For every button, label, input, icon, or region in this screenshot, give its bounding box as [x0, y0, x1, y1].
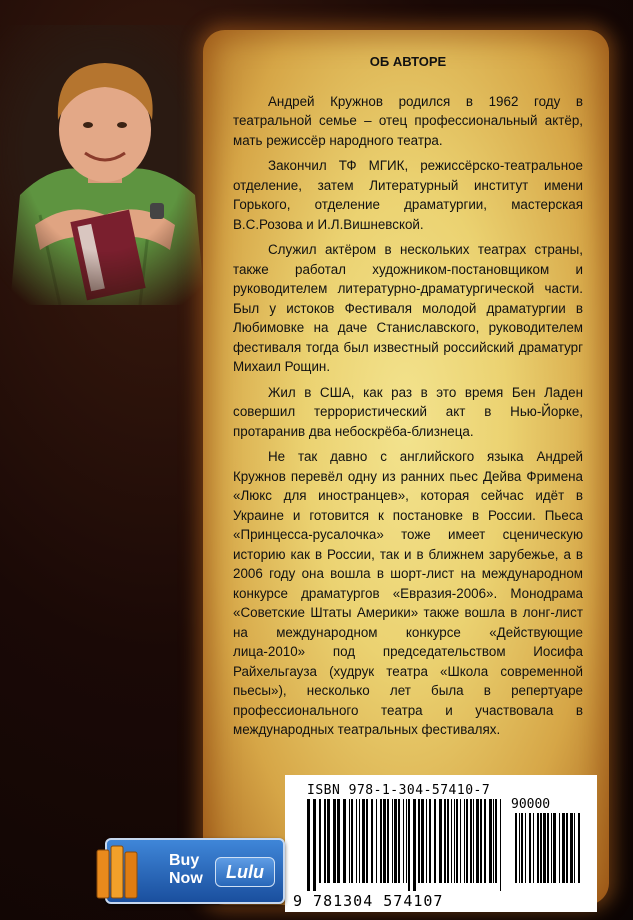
barcode-bar [460, 799, 461, 883]
barcode-bar [566, 813, 568, 883]
barcode-bar [394, 799, 397, 883]
barcode-bar [406, 799, 407, 883]
barcode-bar [327, 799, 330, 883]
barcode-bar [480, 799, 482, 883]
barcode-bar [387, 799, 389, 883]
barcode-bar [349, 799, 350, 883]
barcode-bar [570, 813, 573, 883]
about-author-text [233, 52, 583, 746]
bio-paragraph: Не так давно с английского языка Андрей Кружнов перевёл одну из ранних пьес Дейва Фримена «Люкс для иностранцев», которая сейчас идёт в Украине и готовится к постановке в России. Пьеса «Принцесса-русалочка» тоже имеет сценическую историю как в России, так и в ближнем зарубежье, а в 2006 году она вошла в шорт-лист на международном конкурсе драматургов «Евразия-2006». Монодрама «Советские Штаты Америки» также вошла в лонг-лист на международном конкурсе «Действующие лица-2010» под председательством Иосифа Райхельгауза (худрук театра «Школа современной пьесы»), несколько лет была в репертуаре профессионального театра и участвовала в международных театральных фестивалях. [233, 449, 583, 737]
barcode-bar [456, 799, 458, 883]
barcode-bar [470, 799, 472, 883]
barcode-bar [500, 799, 501, 891]
isbn-number: ISBN 978-1-304-57410-7 [307, 783, 491, 798]
bio-paragraph: Служил актёром в нескольких театрах страны, также работал художником-постановщиком и руководителем литературно-драматургической части. Был у истоков Фестиваля молодой драматургии в Любимовке на даче Станиславского, руководителем фестиваля тогда был известный российский драматург Михаил Рощин. [233, 242, 583, 374]
barcode-bar [408, 799, 410, 891]
barcode-bar [521, 813, 523, 883]
buy-now-lulu-button[interactable] [105, 838, 285, 904]
barcode-bar [362, 799, 365, 883]
bio-paragraph: Закончил ТФ МГИК, режиссёрско-театральное отделение, затем Литературный институт имени Горького, отделение драматургии, мастерская В.С.Розова и И.Л.Вишневской. [233, 158, 583, 232]
barcode-bar [319, 799, 321, 883]
barcode-bar [447, 799, 449, 883]
barcode-bar [421, 799, 424, 883]
barcode-bar [392, 799, 393, 883]
barcode-bar [473, 799, 474, 883]
barcode-bar [578, 813, 580, 883]
barcode-bar [537, 813, 539, 883]
barcode-bar [324, 799, 326, 883]
barcode-bar [371, 799, 373, 883]
barcode-bar [525, 813, 526, 883]
bio-paragraph: Жил в США, как раз в это время Бен Ладен совершил террористический акт в Нью-Йорке, протаранив два небоскрёба-близнеца. [233, 384, 583, 439]
barcode-bar [356, 799, 357, 883]
barcode-bar [307, 799, 310, 891]
barcode-bar [533, 813, 534, 883]
books-icon [93, 844, 153, 902]
barcode-bar [429, 799, 431, 883]
bio-paragraph: Андрей Кружнов родился в 1962 году в театральной семье – отец профессиональный актёр, мать режиссёр народного театра. [233, 93, 583, 148]
price-code: 90000 [511, 797, 551, 812]
barcode-bar [403, 799, 404, 883]
barcode-bar [466, 799, 468, 883]
barcode-bar [418, 799, 420, 883]
barcode-bar [529, 813, 531, 883]
lulu-logo: Lulu [215, 857, 275, 887]
barcode-bar [444, 799, 446, 883]
barcode-bar [476, 799, 479, 883]
barcode-bar [519, 813, 520, 883]
barcode-bars [305, 799, 505, 891]
barcode-bar [383, 799, 386, 883]
about-heading: ОБ АВТОРЕ [369, 54, 447, 69]
barcode-bar [451, 799, 452, 883]
barcode-bar [551, 813, 552, 883]
barcode-bar [413, 799, 416, 891]
barcode-bar [547, 813, 549, 883]
buy-label: Buy [169, 852, 200, 869]
barcode-bar [439, 799, 442, 883]
barcode-bar [489, 799, 492, 883]
barcode-bar [540, 813, 542, 883]
barcode-bar [366, 799, 368, 883]
addon-barcode-bars [513, 813, 583, 891]
ean-digits: 9 781304 574107 [293, 892, 444, 910]
barcode-bar [343, 799, 346, 883]
isbn-barcode [285, 775, 597, 912]
barcode-bar [359, 799, 360, 883]
barcode-bar [398, 799, 400, 883]
barcode-bar [484, 799, 486, 883]
barcode-bar [337, 799, 340, 883]
barcode-bar [493, 799, 494, 883]
barcode-bar [574, 813, 575, 883]
barcode-bar [515, 813, 517, 883]
barcode-bar [380, 799, 382, 883]
barcode-bar [351, 799, 353, 883]
barcode-bar [562, 813, 565, 883]
barcode-bar [376, 799, 377, 883]
now-label: Now [169, 870, 203, 887]
barcode-bar [313, 799, 316, 891]
author-photo [0, 25, 210, 305]
about-author-panel [203, 30, 609, 905]
barcode-bar [426, 799, 427, 883]
barcode-bar [434, 799, 436, 883]
barcode-bar [495, 799, 497, 883]
barcode-bar [543, 813, 546, 883]
barcode-bar [553, 813, 556, 883]
barcode-bar [333, 799, 336, 883]
barcode-bar [454, 799, 455, 883]
barcode-bar [464, 799, 465, 883]
barcode-bar [559, 813, 560, 883]
